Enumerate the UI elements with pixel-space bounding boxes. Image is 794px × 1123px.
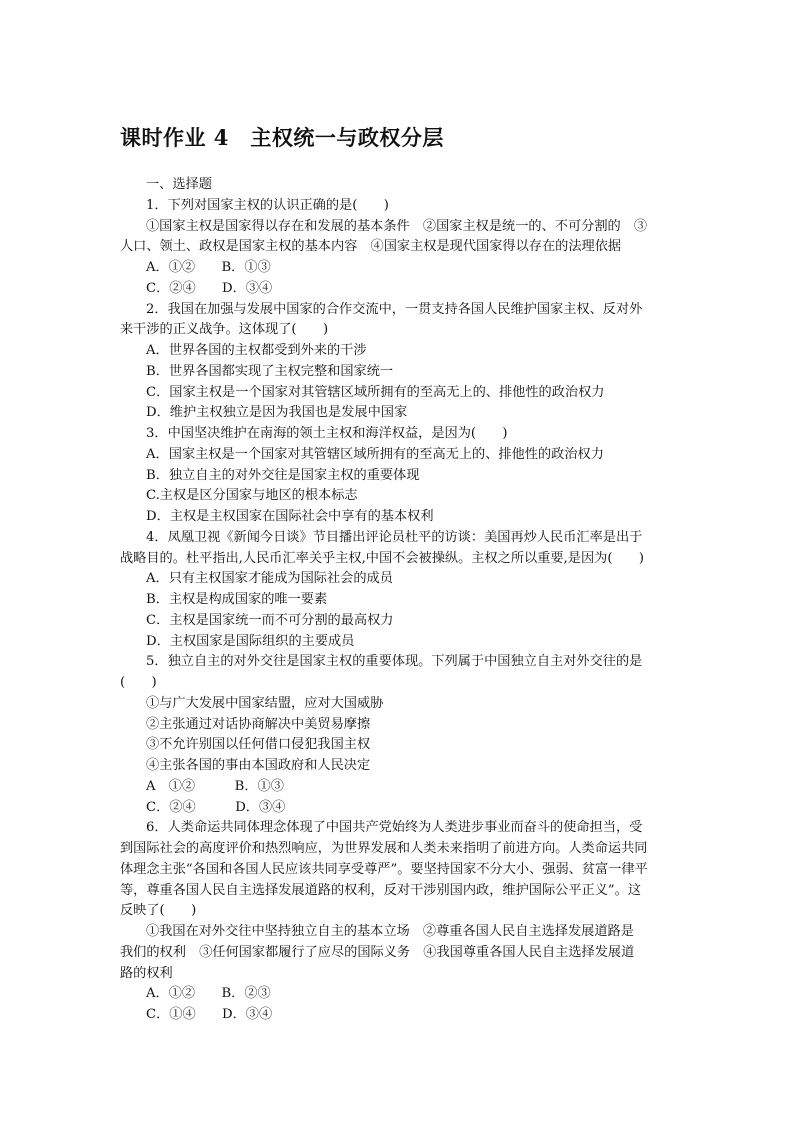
- text-line: D．主权国家是国际组织的主要成员: [146, 633, 355, 649]
- text-line: A．国家主权是一个国家对其管辖区域所拥有的至高无上的、排他性的政治权力: [146, 446, 604, 462]
- text-line: ③不允许别国以任何借口侵犯我国主权: [146, 737, 371, 753]
- text-line: 到国际社会的高度评价和热烈响应，为世界发展和人类未来指明了前进方向。人类命运共同: [120, 841, 648, 856]
- text-line: 2．我国在加强与发展中国家的合作交流中，一贯支持各国人民维护国家主权、反对外: [146, 301, 643, 317]
- text-line: B．主权是构成国家的唯一要素: [146, 592, 328, 607]
- text-line: ①与广大发展中国家结盟，应对大国威胁: [146, 695, 384, 711]
- text-line: ①我国在对外交往中坚持独立自主的基本立场 ②尊重各国人民自主选择发展道路是: [146, 924, 634, 939]
- text-line: C．②④ D．③④: [146, 280, 273, 296]
- text-line: A．①② B．②③: [146, 986, 271, 1002]
- text-line: ( ): [120, 675, 157, 690]
- text-line: 体理念主张“各国和各国人民应该共同享受尊严”。要坚持国家不分大小、强弱、贫富一律平: [120, 861, 648, 877]
- text-line: ①国家主权是国家得以存在和发展的基本条件 ②国家主权是统一的、不可分割的 ③: [146, 218, 648, 234]
- text-line: 战略目的。杜平指出,人民币汇率关乎主权,中国不会被操纵。主权之所以重要,是因为( ): [120, 550, 644, 566]
- text-line: C．①④ D．③④: [146, 1007, 273, 1022]
- text-line: D．维护主权独立是因为我国也是发展中国家: [146, 405, 408, 421]
- text-line: 5．独立自主的对外交往是国家主权的重要体现。下列属于中国独立自主对外交往的是: [146, 654, 643, 670]
- text-line: 人口、领土、政权是国家主权的基本内容 ④国家主权是现代国家得以存在的法理依据: [120, 239, 622, 255]
- text-line: 3．中国坚决维护在南海的领土主权和海洋权益，是因为( ): [146, 426, 508, 441]
- text-line: 等，尊重各国人民自主选择发展道路的权利，反对干涉别国内政，维护国际公平正义”。这: [120, 882, 642, 898]
- text-line: A ①② B．①③: [146, 778, 284, 794]
- text-line: 1．下列对国家主权的认识正确的是( ): [146, 197, 389, 213]
- text-line: A．①② B．①③: [146, 260, 271, 275]
- text-line: 6．人类命运共同体理念体现了中国共产党始终为人类进步事业而奋斗的使命担当，受: [146, 820, 643, 836]
- text-line: C．②④ D．③④: [146, 799, 286, 815]
- text-line: A．世界各国的主权都受到外来的干涉: [146, 343, 367, 358]
- text-line: C.主权是区分国家与地区的根本标志: [146, 488, 358, 504]
- text-line: 4．凤凰卫视《新闻今日谈》节目播出评论员杜平的访谈：美国再炒人民币汇率是出于: [146, 529, 643, 545]
- text-line: C．主权是国家统一而不可分割的最高权力: [146, 612, 394, 628]
- text-line: 来干涉的正义战争。这体现了( ): [120, 322, 329, 338]
- text-line: B．独立自主的对外交往是国家主权的重要体现: [146, 467, 420, 483]
- text-line: C．国家主权是一个国家对其管辖区域所拥有的至高无上的、排他性的政治权力: [146, 384, 605, 400]
- text-line: ④主张各国的事由本国政府和人民决定: [146, 758, 371, 773]
- question-content: [120, 175, 676, 1026]
- text-line: ②主张通过对话协商解决中美贸易摩擦: [146, 716, 371, 732]
- text-line: A．只有主权国家才能成为国际社会的成员: [146, 571, 393, 587]
- text-line: 反映了( ): [120, 903, 197, 919]
- text-line: B．世界各国都实现了主权完整和国家统一: [146, 363, 394, 379]
- section-heading: 一、选择题: [146, 177, 212, 192]
- text-line: 我们的权利 ③任何国家都履行了应尽的国际义务 ④我国尊重各国人民自主选择发展道: [120, 944, 635, 960]
- text-line: D．主权是主权国家在国际社会中享有的基本权利: [146, 509, 434, 524]
- page-title: 课时作业 4 主权统一与政权分层: [120, 125, 444, 150]
- text-line: 路的权利: [120, 965, 173, 981]
